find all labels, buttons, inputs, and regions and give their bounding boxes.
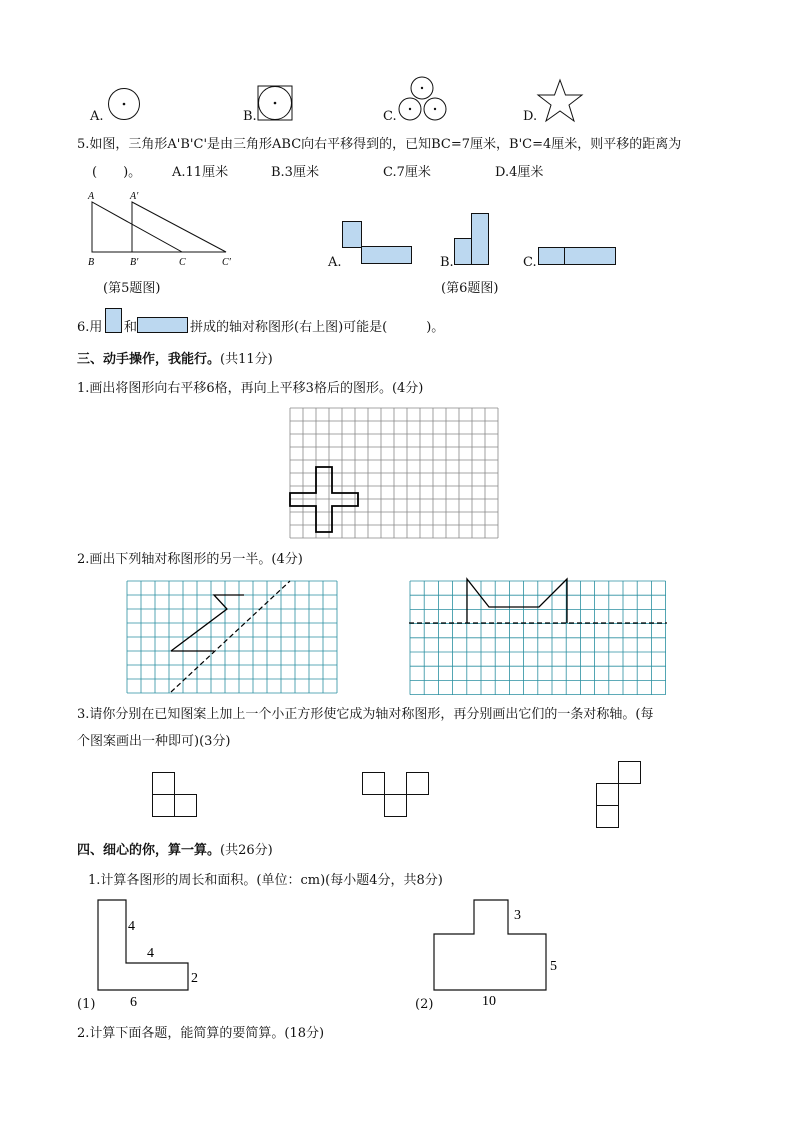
- long-rectangle-icon: [136, 316, 190, 334]
- section3-q1: 1.画出将图形向右平移6格，再向上平移3格后的图形。(4分): [77, 381, 424, 396]
- q6-stem-prefix: 6.用: [77, 320, 103, 335]
- svg-text:3: 3: [514, 908, 521, 923]
- q6-figure-caption: (第6题图): [441, 281, 499, 296]
- section3-heading: 三、动手操作，我能行。(共11分): [77, 352, 273, 367]
- q6-stem-suffix: 拼成的轴对称图形(右上图)可能是( )。: [190, 320, 445, 335]
- symmetry-grid-left: [126, 577, 344, 697]
- vertex-b-prime-label: B′: [130, 257, 139, 268]
- t-shape-figure: [430, 897, 570, 1009]
- small-rectangle-icon: [104, 307, 124, 335]
- q6-option-c-shape: [536, 245, 620, 267]
- vertex-a-prime-label: A′: [130, 191, 139, 202]
- svg-text:4: 4: [128, 919, 135, 934]
- svg-text:2: 2: [191, 971, 198, 986]
- svg-text:5: 5: [550, 959, 557, 974]
- section3-q3-line2: 个图案画出一种即可)(3分): [77, 734, 231, 749]
- three-circles-icon: [396, 76, 450, 124]
- q6-option-b-label: B.: [440, 255, 454, 270]
- q4-option-b-label: B.: [243, 109, 257, 124]
- q4-option-d-label: D.: [523, 109, 538, 124]
- q6-option-a-label: A.: [328, 255, 342, 270]
- vertex-c-label: C: [179, 257, 186, 268]
- svg-text:10: 10: [482, 994, 496, 1009]
- figure-1-index: (1): [77, 997, 96, 1012]
- vertex-b-label: B: [88, 257, 95, 268]
- translation-grid: [288, 406, 506, 540]
- pattern-2: [360, 770, 436, 822]
- pattern-3: [594, 759, 646, 835]
- section4-q2: 2.计算下面各题，能简算的要简算。(18分): [77, 1026, 325, 1041]
- q5-stem: 5.如图，三角形A'B'C'是由三角形ABC向右平移得到的，已知BC=7厘米，B'C=4厘米，则平移的距离为: [77, 137, 682, 152]
- q6-option-b-shape: [452, 211, 494, 267]
- section4-heading: 四、细心的你，算一算。(共26分): [77, 843, 273, 858]
- section3-q2: 2.画出下列轴对称图形的另一半。(4分): [77, 552, 303, 567]
- section4-q1: 1.计算各图形的周长和面积。(单位：cm)(每小题4分，共8分): [88, 873, 443, 888]
- pattern-1: [150, 770, 202, 822]
- q5-option-b: B.3厘米: [271, 165, 319, 180]
- q6-stem-mid: 和: [124, 320, 138, 335]
- q6-option-a-shape: [340, 220, 415, 268]
- q5-option-d: D.4厘米: [495, 165, 544, 180]
- q4-option-a-label: A.: [90, 109, 104, 124]
- q5-option-a: A.11厘米: [172, 165, 229, 180]
- q4-option-c-label: C.: [383, 109, 397, 124]
- symmetry-grid-right: [409, 577, 671, 697]
- circle-with-dot-icon: [104, 84, 144, 124]
- q6-option-c-label: C.: [523, 255, 537, 270]
- circle-in-square-icon: [256, 84, 296, 124]
- q5-figure-caption: (第5题图): [103, 281, 161, 296]
- section3-q3-line1: 3.请你分别在已知图案上加上一个小正方形使它成为轴对称图形，再分别画出它们的一条对称轴。(每: [77, 707, 654, 722]
- translation-triangles-figure: [84, 188, 244, 270]
- figure-2-index: (2): [415, 997, 434, 1012]
- q5-blank: ( )。: [92, 165, 142, 180]
- l-shape-figure: [92, 897, 212, 1009]
- q5-option-c: C.7厘米: [383, 165, 431, 180]
- vertex-a-label: A: [88, 191, 95, 202]
- svg-text:4: 4: [147, 946, 154, 961]
- star-icon: [536, 78, 586, 124]
- vertex-c-prime-label: C′: [222, 257, 231, 268]
- svg-text:6: 6: [130, 995, 137, 1010]
